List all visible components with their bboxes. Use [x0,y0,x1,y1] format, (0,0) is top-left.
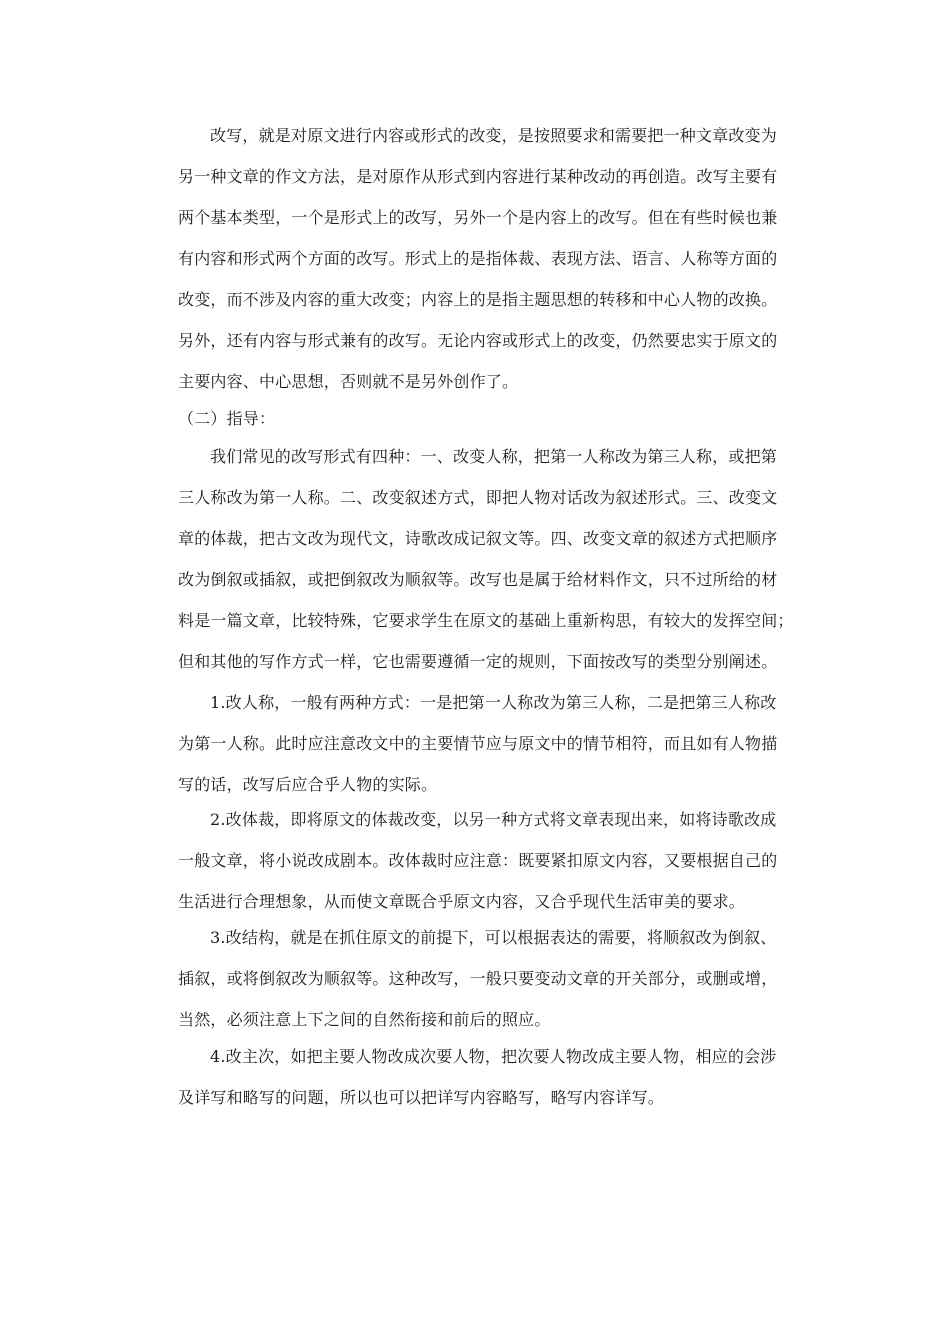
text-line: 写的话，改写后应合乎人物的实际。 [178,775,438,794]
text-line: 另外，还有内容与形式兼有的改写。无论内容或形式上的改变，仍然要忠实于原文的 [178,331,778,350]
text-line: 3.改结构，就是在抓住原文的前提下，可以根据表达的需要，将顺叙改为倒叙、 [210,928,777,947]
text-line: 主要内容、中心思想，否则就不是另外创作了。 [178,372,519,391]
text-line: 生活进行合理想象，从而使文章既合乎原文内容，又合乎现代生活审美的要求。 [178,892,746,911]
text-line: 我们常见的改写形式有四种：一、改变人称，把第一人称改为第三人称，或把第 [210,447,778,466]
text-line: 改为倒叙或插叙，或把倒叙改为顺叙等。改写也是属于给材料作文，只不过所给的材 [178,570,778,589]
text-line: 料是一篇文章，比较特殊，它要求学生在原文的基础上重新构思，有较大的发挥空间； [178,611,794,630]
text-line: 一般文章，将小说改成剧本。改体裁时应注意：既要紧扣原文内容，又要根据自己的 [178,851,778,870]
text-line: 为第一人称。此时应注意改文中的主要情节应与原文中的情节相符，而且如有人物描 [178,734,778,753]
text-line: 两个基本类型，一个是形式上的改写，另外一个是内容上的改写。但在有些时候也兼 [178,208,778,227]
text-line: 改写，就是对原文进行内容或形式的改变，是按照要求和需要把一种文章改变为 [210,126,778,145]
text-line: 章的体裁，把古文改为现代文，诗歌改成记叙文等。四、改变文章的叙述方式把顺序 [178,529,778,548]
text-line: 但和其他的写作方式一样，它也需要遵循一定的规则，下面按改写的类型分别阐述。 [178,652,778,671]
text-line: 1.改人称，一般有两种方式：一是把第一人称改为第三人称，二是把第三人称改 [210,693,777,712]
paragraph-forms [178,436,810,682]
paragraph-intro [178,115,810,402]
heading-text: （二）指导： [178,409,276,428]
text-line: 有内容和形式两个方面的改写。形式上的是指体裁、表现方法、语言、人称等方面的 [178,249,778,268]
text-line: 另一种文章的作文方法，是对原作从形式到内容进行某种改动的再创造。改写主要有 [178,167,778,186]
paragraph-item-3 [178,917,810,1040]
paragraph-item-2 [178,799,810,922]
text-line: 及详写和略写的问题，所以也可以把详写内容略写，略写内容详写。 [178,1088,665,1107]
text-line: 当然，必须注意上下之间的自然衔接和前后的照应。 [178,1010,551,1029]
text-line: 4.改主次，如把主要人物改成次要人物，把次要人物改成主要人物，相应的会涉 [210,1047,777,1066]
text-line: 插叙，或将倒叙改为顺叙等。这种改写，一般只要变动文章的开关部分，或删或增， [178,969,778,988]
section-heading [178,402,810,436]
paragraph-item-4 [178,1036,810,1118]
text-line: 三人称改为第一人称。二、改变叙述方式，即把人物对话改为叙述形式。三、改变文 [178,488,778,507]
text-line: 2.改体裁，即将原文的体裁改变，以另一种方式将文章表现出来，如将诗歌改成 [210,810,777,829]
text-line: 改变，而不涉及内容的重大改变；内容上的是指主题思想的转移和中心人物的改换。 [178,290,778,309]
paragraph-item-1 [178,682,810,805]
